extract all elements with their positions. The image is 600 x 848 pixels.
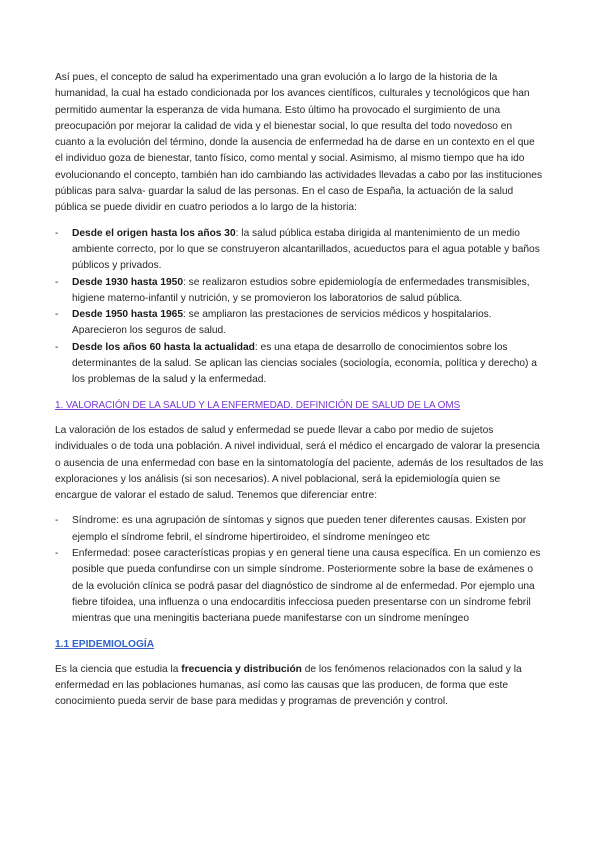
periods-list (55, 226, 545, 389)
list-bullet: - (55, 309, 59, 321)
list-item (55, 226, 545, 275)
epidemiologia-paragraph (55, 662, 545, 711)
list-item (55, 340, 545, 389)
period-text: : la salud pública estaba dirigida al mantenimiento de un medio ambiente correcto, por lo que se construyeron alcantarillados, acueductos para el agua potable y baños públicos y privados. (72, 227, 540, 272)
list-item (55, 546, 545, 627)
valoracion-paragraph: La valoración de los estados de salud y enfermedad se puede llevar a cabo por medio de sujetos individuales o de toda una población. A nivel individual, será el médico el encargado de valorar la presencia o ausencia de una enfermedad con base en la sintomatología del paciente, además de los resultados de las exploraciones y los análisis (si son necesarios). A nivel poblacional, será la epidemiología quien se encargue de valorar el estado de salud. Tenemos que diferenciar entre: (55, 424, 544, 502)
list-item (55, 513, 545, 546)
list-bullet: - (55, 548, 59, 560)
period-title: Desde 1930 hasta 1950 (72, 276, 184, 288)
definition-text: Enfermedad: posee características propias y en general tiene una causa específica. En un comienzo es posible que pueda confundirse con un simple síndrome. Posteriormente sobre la base de exámenes o de la evolución clínica se podrá pasar del diagnóstico de síndrome al de enfermedad. Por ejemplo una fiebre tifoidea, una influenza o una endocarditis infecciosa pueden presentarse con un síndrome febril mientras que una meningitis bacteriana puede manifestarse con un síndrome meníngeo (72, 548, 541, 625)
period-text: : es una etapa de desarrollo de conocimientos sobre los determinantes de la salud. Se aplican las ciencias sociales (sociología, economía, política y derecho) a los problemas de la salud y la enfermedad. (72, 341, 537, 386)
list-item (55, 307, 545, 340)
list-bullet: - (55, 276, 59, 288)
list-bullet: - (55, 227, 59, 239)
list-bullet: - (55, 341, 59, 353)
list-bullet: - (55, 515, 59, 527)
epi-text-before: Es la ciencia que estudia la (55, 663, 182, 675)
period-text: : se ampliaron las prestaciones de servicios médicos y hospitalarios. Aparecieron los seguros de salud. (72, 309, 492, 337)
section-heading-valoracion: 1. VALORACIÓN DE LA SALUD Y LA ENFERMEDAD. DEFINICIÓN DE SALUD DE LA OMS (55, 399, 461, 411)
epi-bold-frecuencia: frecuencia (181, 663, 233, 675)
epi-bold-distribucion: distribución (243, 663, 302, 675)
epi-bold-and: y (232, 663, 244, 675)
list-item (55, 275, 545, 308)
intro-paragraph: Así pues, el concepto de salud ha experimentado una gran evolución a lo largo de la historia de la humanidad, la cual ha estado condicionada por los avances científicos, culturales y tecnológicos que han permitido aumentar la esperanza de vida humana. Esto último ha provocado el surgimiento de una preocupación por mejorar la calidad de vida y el bienestar social, lo que resulta del todo novedoso en cuanto a la evolución del término, donde la ausencia de enfermedad ha de darse en un contexto en el que el individuo goza de bienestar, tanto físico, como mental y social. Asimismo, al mismo tiempo que ha ido evolucionando el concepto, también han ido cambiando las actividades llevadas a cabo por las instituciones públicas para salva- guardar la salud de las personas. En el caso de España, la actuación de la salud pública se puede dividir en cuatro periodos a lo largo de la historia: (55, 72, 543, 214)
document-body (55, 70, 545, 720)
period-title: Desde 1950 hasta 1965 (72, 309, 184, 321)
period-title: Desde el origen hasta los años 30 (72, 227, 236, 239)
period-title: Desde los años 60 hasta la actualidad (72, 341, 255, 353)
definition-text: Síndrome: es una agrupación de síntomas y signos que pueden tener diferentes causas. Existen por ejemplo el síndrome febril, el síndrome hipertiroideo, el síndrome meníngeo etc (72, 515, 527, 543)
section-heading-epidemiologia: 1.1 EPIDEMIOLOGÍA (55, 638, 155, 650)
definitions-list (55, 513, 545, 627)
period-text: : se realizaron estudios sobre epidemiología de enfermedades transmisibles, higiene materno-infantil y nutrición, y se promovieron los laboratorios de salud pública. (72, 276, 530, 304)
epi-text-after: de los fenómenos relacionados con la salud y la enfermedad en las poblaciones humanas, así como las causas que las producen, de forma que este conocimiento pueda servir de base para medidas y programas de prevención y control. (55, 663, 522, 708)
